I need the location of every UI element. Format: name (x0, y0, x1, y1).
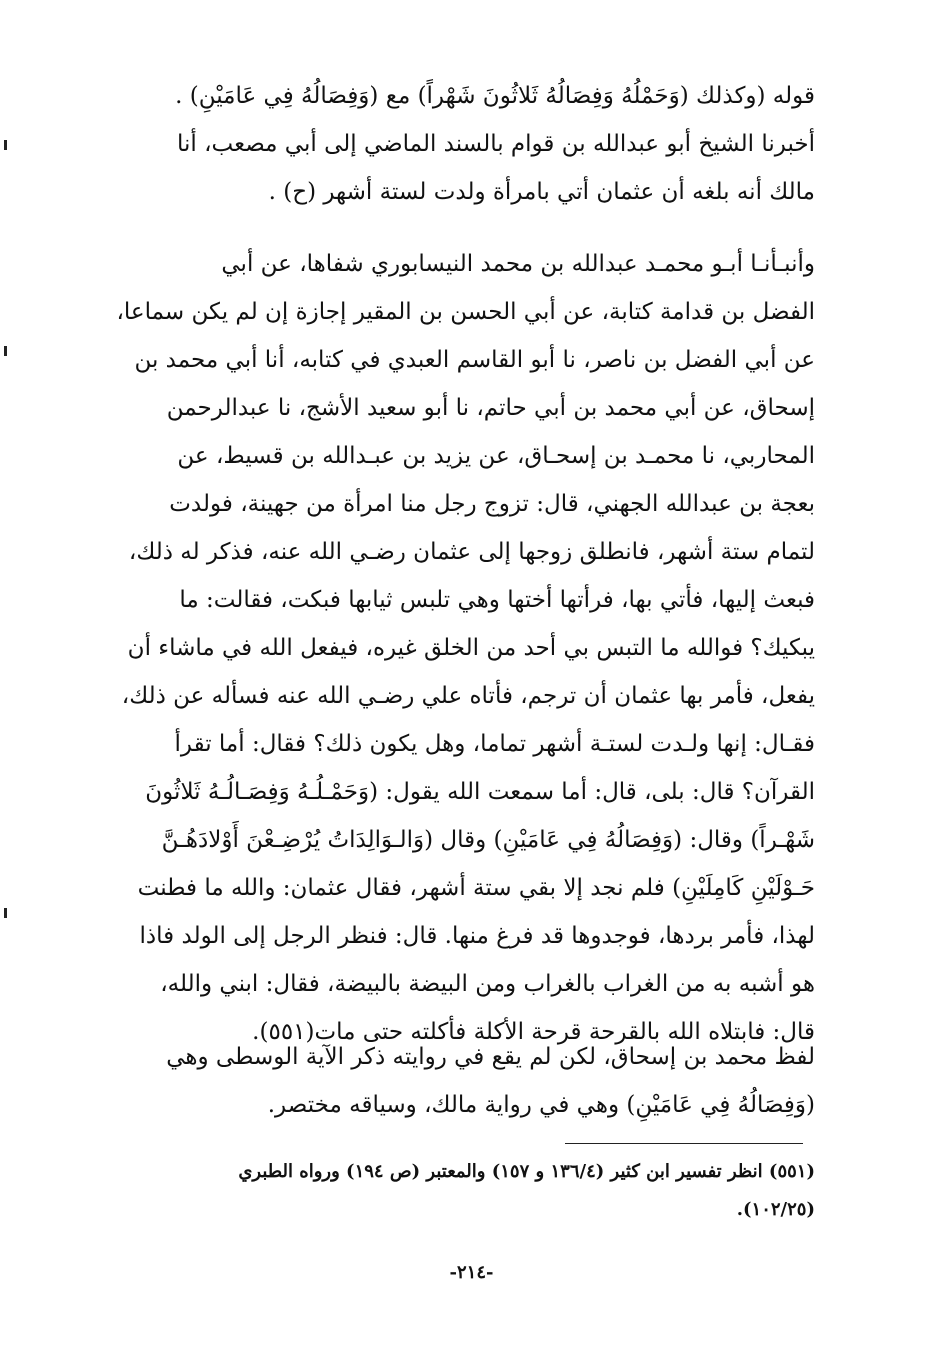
footnote (90, 1153, 815, 1229)
text-line: حَـوْلَيْنِ كَامِلَيْنِ) فلم نجد إلا بقي ستة أشهر، فقال عثمان: والله ما فطنت (137, 875, 815, 901)
text-line: فبعث إليها، فأتي بها، فرأتها أختها وهي تلبس ثيابها فبكت، فقالت: ما (179, 587, 815, 613)
paragraph-2 (80, 240, 815, 1056)
text-line: يبكيك؟ فوالله ما التبس بي أحد من الخلق غيره، فيفعل الله في ماشاء أن (127, 635, 815, 661)
text-line: مالك أنه بلغه أن عثمان أتي بامرأة ولدت لستة أشهر (ح) . (268, 179, 815, 205)
text-line: قوله (وكذلك (وَحَمْلُهُ وَفِصَالُهُ ثَلاثُونَ شَهْراً) مع (وَفِصَالُهُ فِي عَامَيْنِ) . (175, 83, 815, 109)
footnote-line: (٥٥١) انظر تفسير ابن كثير (١٣٦/٤ و ١٥٧) والمعتبر (ص ١٩٤) ورواه الطبري (238, 1161, 815, 1182)
margin-mark (4, 346, 7, 356)
text-line: هو أشبه به من الغراب بالغراب ومن البيضة بالبيضة، فقال: ابني والله، (160, 971, 815, 997)
margin-mark (4, 908, 7, 918)
text-line: أخبرنا الشيخ أبو عبدالله بن قوام بالسند الماضي إلى أبي مصعب، أنا (177, 131, 815, 157)
text-line: وأنبـأنـا أبـو محمـد عبدالله بن محمد النيسابوري شفاها، عن أبي (221, 251, 815, 277)
text-line: شَهْـراً) وقال: (وَفِصَالُهُ فِي عَامَيْنِ) وقال (وَالـوَالِدَاتُ يُرْضِـعْنَ أَوْلادَهُـنَّ (161, 827, 815, 853)
text-line: (وَفِصَالُهُ فِي عَامَيْنِ) وهي في رواية مالك، وسياقه مختصر. (267, 1092, 815, 1118)
text-line: إسحاق، عن أبي محمد بن أبي حاتم، نا أبو سعيد الأشج، نا عبدالرحمن (166, 395, 815, 421)
footnote-line: (١٠٢/٢٥). (736, 1199, 815, 1220)
margin-mark (4, 140, 7, 150)
text-line: لتمام ستة أشهر، فانطلق زوجها إلى عثمان رضـي الله عنه، فذكر له ذلك، (128, 539, 815, 565)
text-line: الفضل بن قدامة كتابة، عن أبي الحسن بن المقير إجازة إن لم يكن سماعا، (116, 299, 815, 325)
text-line: لهذا، فأمر بردها، فوجدوها قد فرغ منها. قال: فنظر الرجل إلى الولد فاذا (139, 923, 815, 949)
text-line: عن أبي الفضل بن ناصر، نا أبو القاسم العبدي في كتابه، أنا أبي محمد بن (134, 347, 815, 373)
paragraph-1 (80, 72, 815, 216)
page-number: -٢١٤- (449, 1262, 494, 1283)
text-line: قال: فابتلاه الله بالقرحة قرحة الأكلة فأكلته حتى مات(٥٥١). (252, 1019, 815, 1045)
text-line: بعجة بن عبدالله الجهني، قال: تزوج رجل منا امرأة من جهينة، فولدت (169, 491, 815, 517)
text-line: لفظ محمد بن إسحاق، لكن لم يقع في روايته ذكر الآية الوسطى وهي (166, 1044, 815, 1070)
text-line: القرآن؟ قال: بلى، قال: أما سمعت الله يقول: (وَحَمْـلُـهُ وَفِصَـالُـهُ ثَلاثُونَ (145, 779, 815, 805)
text-line: المحاربي، نا محمـد بن إسحـاق، عن يزيد بن عبـدالله بن قسيط، عن (177, 443, 815, 469)
footnote-divider (565, 1143, 803, 1144)
text-line: يفعل، فأمر بها عثمان أن ترجم، فأتاه علي رضـي الله عنه فسأله عن ذلك، (121, 683, 815, 709)
paragraph-3 (80, 1033, 815, 1129)
text-line: فقـال: إنها ولـدت لستـة أشهر تماما، وهل يكون ذلك؟ فقال: أما تقرأ (174, 731, 815, 757)
